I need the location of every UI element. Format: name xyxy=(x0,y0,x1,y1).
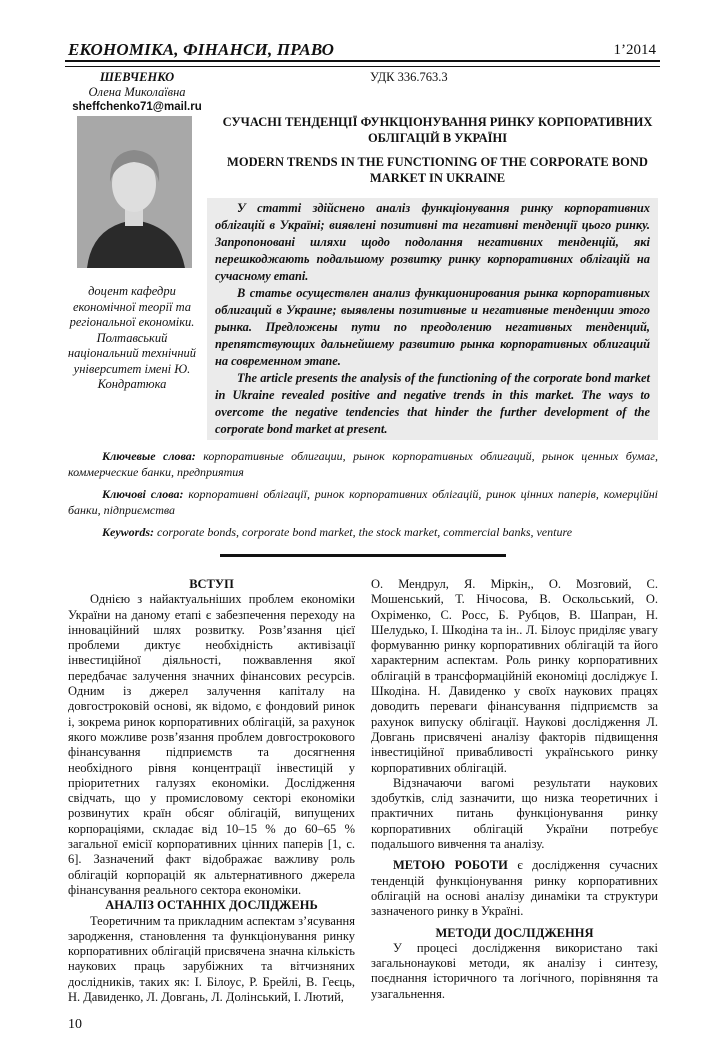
heading-methods: МЕТОДИ ДОСЛІДЖЕННЯ xyxy=(435,925,594,940)
page-number: 10 xyxy=(68,1017,82,1033)
abstract-ua: У статті здійснено аналіз функціонування ринку корпоративних облігацій в Україні; виявлені позитивні та негативні тенденції цього ринку. Запропоновані шляхи щодо подолання негативних тенденцій, які перешкоджають подальшому розвитку ринку корпоративних облігацій на сучасному етапі. xyxy=(215,201,650,283)
results-paragraph: Відзначаючи вагомі результати наукових здобутків, слід зазначити, що низка теоретичних і практичних питань функціонування ринку корпоративних облігацій України потребує подальшого вивчення та аналізу. xyxy=(371,775,658,852)
header-rule xyxy=(65,60,660,67)
abstract-box xyxy=(207,198,658,440)
keywords-text: корпоративные облигации, рынок корпоративных облигаций, рынок ценных бумаг, коммерческие банки, предприятия xyxy=(68,449,658,479)
article-flow xyxy=(68,198,658,1053)
methods-paragraph: У процесі дослідження використано такі загальнонаукові методи, як аналізу і синтезу, поєднання історичного та логічного, порівняння та узагальнення. xyxy=(371,940,658,1001)
keywords-label: Keywords: xyxy=(102,525,154,539)
title-ukrainian: СУЧАСНІ ТЕНДЕНЦІЇ ФУНКЦІОНУВАННЯ РИНКУ КОРПОРАТИВНИХ ОБЛІГАЦІЙ В УКРАЇНІ xyxy=(222,115,653,145)
author-surname: ШЕВЧЕНКО xyxy=(99,70,175,84)
title-english: MODERN TRENDS IN THE FUNCTIONING OF THE CORPORATE BOND MARKET IN UKRAINE xyxy=(227,155,648,185)
keywords-text: корпоративні облігації, ринок корпоративних облігацій, ринок цінних паперів, комерційні банки, підприємства xyxy=(68,487,659,517)
right-column xyxy=(371,577,658,1005)
heading-intro: ВСТУП xyxy=(189,577,234,591)
keywords-ru xyxy=(68,448,658,480)
section-divider xyxy=(220,554,506,557)
author-affiliation: доцент кафедри економічної теорії та регіональної економіки. Полтавський національний технічний університет імені Ю. Кондратюка xyxy=(67,284,197,391)
udk-code: УДК 336.763.3 xyxy=(370,70,448,84)
goal-label: МЕТОЮ РОБОТИ xyxy=(393,858,508,873)
journal-title: ЕКОНОМІКА, ФІНАНСИ, ПРАВО xyxy=(68,40,335,59)
author-given-names: Олена Миколаївна xyxy=(88,85,186,99)
author-block xyxy=(62,70,212,115)
keywords-label: Ключові слова: xyxy=(102,487,184,501)
analysis-paragraph-right: О. Мендрул, Я. Міркін,, О. Мозговий, С. Мошенський, Т. Нічосова, В. Оскольський, О. Охріменко, С. Росс, Б. Рубцов, В. Шапран, Н. Шелудько, І. Шкодіна та ін.. Л. Білоус приділяє увагу формуванню ринку корпоративних облігацій та його характерним аспектам. Роль ринку корпоративних облігацій в трансформаційній економіці досліджує І. Шкодіна. Н. Давиденко у своїх наукових працях доводить переваги фінансування підприємств за рахунок випуску облігації. Наукові дослідження Л. Довгань присвячені аналізу факторів підвищення інвестиційної привабливості українського ринку корпоративних облігацій. xyxy=(371,577,658,775)
keywords-en xyxy=(68,524,658,540)
issue-number: 1’2014 xyxy=(613,42,656,58)
goal-paragraph xyxy=(371,858,658,919)
abstract-en: The article presents the analysis of the functioning of the corporate bond market in Ukraine revealed positive and negative trends in this market. The ways to overcome the negative tendencies that hinder the further development of the corporate bond market at present. xyxy=(215,371,650,436)
keywords-label: Ключевые слова: xyxy=(102,449,196,463)
abstract-ru: В статье осуществлен анализ функционирования рынка корпоративных облигаций в Украине; выявлены позитивные и негативные тенденции этого рынка. Предложены пути по преодолению негативных тенденций, препятствующих дальнейшему развитию рынка корпоративных облигаций на современном этапе. xyxy=(215,286,650,368)
analysis-paragraph-left: Теоретичним та прикладним аспектам з’ясування зародження, становлення та функціонування ринку корпоративних облігацій присвячена значна кількість наукових праць зарубіжних та вітчизняних дослідників, таких як: І. Білоус, Р. Брейлі, В. Геєць, Н. Давиденко, Л. Довгань, Л. Долінський, І. Лютий, xyxy=(68,913,355,1005)
intro-paragraph: Однією з найактуальніших проблем економіки України на даному етапі є забезпечення переходу на інноваційний шлях розвитку. Розв’язання цієї проблеми диктує необхідність активізації інвестиційної діяльності, пожвавлення якої передбачає залучення значних фінансових ресурсів. Одним із джерел залучення капіталу на довгостроковій основі, як відомо, є фондовий ринок і, зокрема ринок корпоративних облігацій, за рахунок якого можливе розв’язання проблем довгострокового фінансування підприємств та досягнення необхідного рівня концентрації інвестицій у пріоритетних галузях економіки. Дослідження свідчать, що у промисловому секторі економіки розвинутих країн обсяг облігацій, випущених корпораціями, складає від 10–15 % до 60–65 % загальної емісії корпоративних цінних паперів [1, с. 6]. Зазначений факт відображає важливу роль облігацій корпорацій як альтернативного джерела фінансування реального сектора економіки. xyxy=(68,592,355,897)
body-columns xyxy=(68,577,658,1005)
heading-analysis: АНАЛІЗ ОСТАННІХ ДОСЛІДЖЕНЬ xyxy=(105,898,318,913)
keywords-text: corporate bonds, corporate bond market, the stock market, commercial banks, venture xyxy=(157,525,573,539)
keywords-ua xyxy=(68,486,658,518)
author-email: sheffchenko71@mail.ru xyxy=(72,101,202,113)
goal-text: є дослідження сучасних тенденцій функціонування ринку корпоративних облігацій на основі аналізу динаміки та структури зазначеного ринку в Україні. xyxy=(371,858,658,919)
left-column xyxy=(68,577,355,1005)
